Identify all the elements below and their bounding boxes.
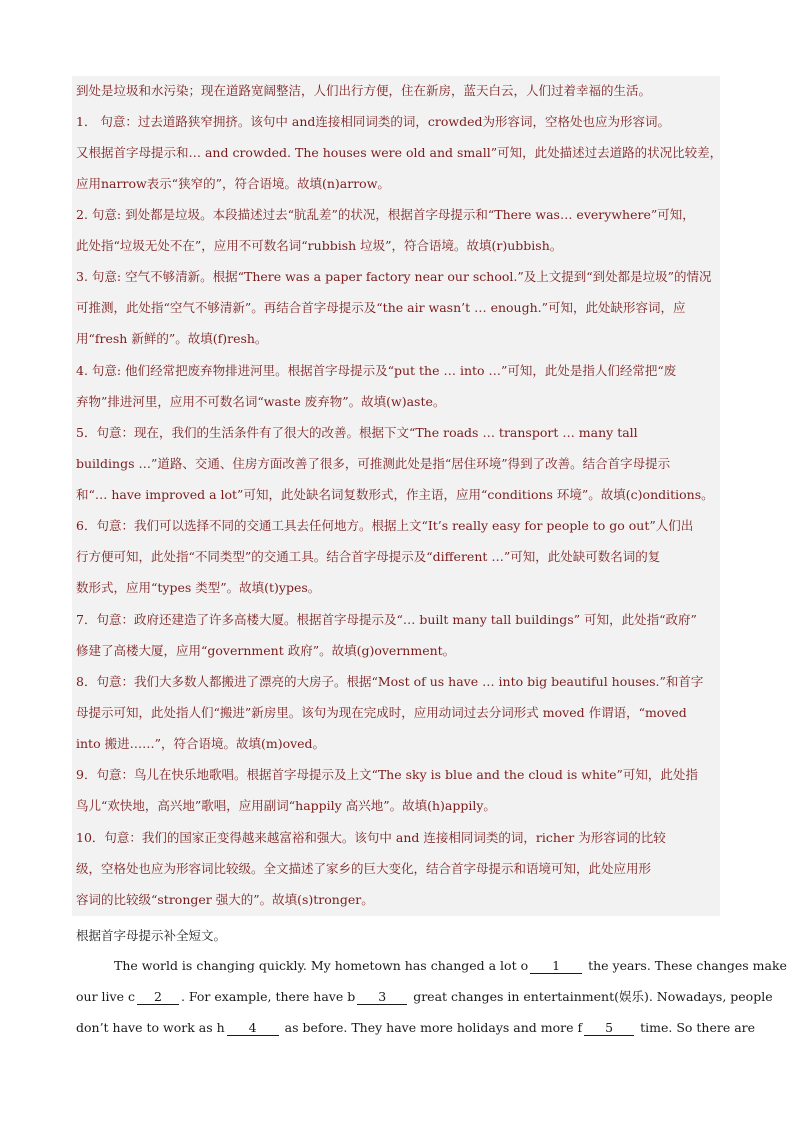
answer-line: 和“… have improved a lot”可知，此处缺名词复数形式，作主语，应用“conditions 环境”。故填(c)onditions。 — [76, 487, 714, 502]
answer-line: 9．句意：鸟儿在快乐地歌唱。根据首字母提示及上文“The sky is blue and the cloud is white”可知，此处指 — [76, 767, 698, 782]
passage-text: time. So there are — [636, 1020, 756, 1035]
answer-line: 又根据首字母提示和… and crowded. The houses were old and small”可知，此处描述过去道路的状况比较差， — [76, 145, 723, 160]
answer-line: 级，空格处也应为形容词比较级。全文描述了家乡的巨大变化，结合首字母提示和语境可知，此处应用形 — [76, 861, 652, 876]
passage-text: the years. These changes make — [584, 958, 787, 973]
answer-line: 弃物”排进河里，应用不可数名词“waste 废弃物”。故填(w)aste。 — [76, 394, 446, 409]
blank-5[interactable]: 5 — [584, 1021, 634, 1036]
answer-line: 5．句意：现在，我们的生活条件有了很大的改善。根据下文“The roads … transport … many tall — [76, 425, 638, 440]
answer-line: 可推测，此处指“空气不够清新”。再结合首字母提示及“the air wasn’t … enough.”可知，此处缺形容词，应 — [76, 300, 686, 315]
answer-line: buildings …”道路、交通、住房方面改善了很多，可推测此处是指“居住环境”得到了改善。结合首字母提示 — [76, 456, 671, 471]
answer-line: 2. 句意: 到处都是垃圾。本段描述过去“肮乱差”的状况，根据首字母提示和“There was… everywhere”可知， — [76, 207, 695, 222]
answer-line: 7．句意：政府还建造了许多高楼大厦。根据首字母提示及“… built many tall buildings” 可知，此处指“政府” — [76, 612, 697, 627]
passage-text: great changes in entertainment(娱乐). Nowadays, people — [409, 989, 773, 1004]
answer-line: 8．句意：我们大多数人都搬进了漂亮的大房子。根据“Most of us have … into big beautiful houses.”和首字 — [76, 674, 704, 689]
passage-line — [76, 1019, 756, 1037]
blank-3[interactable]: 3 — [357, 990, 407, 1005]
answer-line: 1． 句意：过去道路狭窄拥挤。该句中 and连接相同词类的词，crowded为形容词，空格处也应为形容词。 — [76, 114, 671, 129]
passage-text: The world is changing quickly. My hometown has changed a lot o — [114, 958, 529, 973]
answer-line: 4. 句意: 他们经常把废弃物排进河里。根据首字母提示及“put the … into …”可知，此处是指人们经常把“废 — [76, 363, 677, 378]
answer-line: 3. 句意: 空气不够清新。根据“There was a paper factory near our school.”及上文提到“到处都是垃圾”的情况 — [76, 269, 712, 284]
passage-line — [114, 957, 787, 975]
passage-text: our live c — [76, 989, 135, 1004]
answer-line: 6．句意：我们可以选择不同的交通工具去任何地方。根据上文“It’s really easy for people to go out”人们出 — [76, 518, 694, 533]
passage-text: don’t have to work as h — [76, 1020, 225, 1035]
passage-line — [76, 988, 773, 1006]
answer-line: 数形式，应用“types 类型”。故填(t)ypes。 — [76, 580, 321, 595]
answer-line: 鸟儿“欢快地，高兴地”歌唱，应用副词“happily 高兴地”。故填(h)appily。 — [76, 798, 496, 813]
passage-text: . For example, there have b — [180, 989, 356, 1004]
answer-line: 用“fresh 新鲜的”。故填(f)resh。 — [76, 331, 268, 346]
answer-line: 修建了高楼大厦，应用“government 政府”。故填(g)overnment。 — [76, 643, 456, 658]
exercise-instruction: 根据首字母提示补全短文。 — [76, 928, 227, 943]
answer-line: 母提示可知，此处指人们“搬进”新房里。该句为现在完成时，应用动词过去分词形式 moved 作谓语，“moved — [76, 705, 687, 720]
answer-line: 10．句意：我们的国家正变得越来越富裕和强大。该句中 and 连接相同词类的词，richer 为形容词的比较 — [76, 830, 666, 845]
answer-line: 到处是垃圾和水污染；现在道路宽阔整洁，人们出行方便，住在新房，蓝天白云，人们过着幸福的生活。 — [76, 83, 652, 98]
blank-2[interactable]: 2 — [137, 990, 179, 1005]
answer-line: 此处指“垃圾无处不在”，应用不可数名词“rubbish 垃圾”，符合语境。故填(r)ubbish。 — [76, 238, 563, 253]
passage-text: as before. They have more holidays and more f — [280, 1020, 583, 1035]
answer-line: 行方便可知，此处指“不同类型”的交通工具。结合首字母提示及“different …”可知，此处缺可数名词的复 — [76, 549, 661, 564]
blank-1[interactable]: 1 — [530, 959, 582, 974]
blank-4[interactable]: 4 — [227, 1021, 279, 1036]
answer-line: 容词的比较级“stronger 强大的”。故填(s)tronger。 — [76, 892, 374, 907]
answer-line: 应用narrow表示“狭窄的”，符合语境。故填(n)arrow。 — [76, 176, 390, 191]
answer-line: into 搬进……”，符合语境。故填(m)oved。 — [76, 736, 326, 751]
